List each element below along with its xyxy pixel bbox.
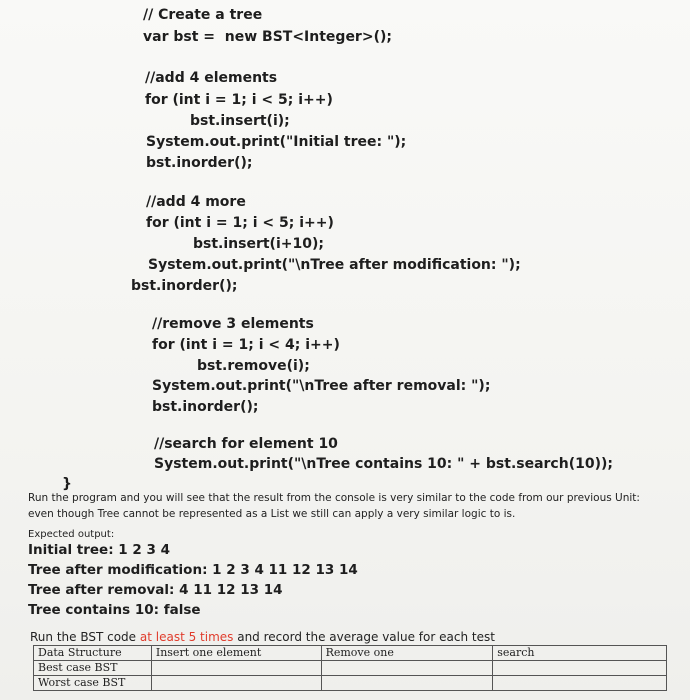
table-row — [34, 661, 667, 676]
code-line: var bst = new BST<Integer>(); — [143, 29, 392, 45]
table-row — [34, 676, 667, 691]
table-cell — [151, 676, 321, 691]
output-line: Tree contains 10: false — [28, 602, 201, 618]
table-header-row — [34, 646, 667, 661]
table-header-cell: Data Structure — [34, 646, 152, 661]
table-cell — [151, 661, 321, 676]
code-line: //add 4 more — [146, 194, 246, 210]
instruction-text: Run the BST code — [30, 630, 140, 644]
table-instruction — [30, 630, 495, 644]
code-line: // Create a tree — [143, 7, 263, 23]
bst-results-table — [33, 645, 667, 691]
code-line: bst.remove(i); — [197, 358, 310, 374]
code-line: bst.insert(i+10); — [193, 236, 324, 252]
output-line: Tree after removal: 4 11 12 13 14 — [28, 582, 283, 598]
code-line: bst.insert(i); — [190, 113, 290, 129]
closing-brace: } — [62, 476, 72, 492]
code-line: bst.inorder(); — [146, 155, 253, 171]
code-line: //add 4 elements — [145, 70, 278, 86]
table-cell — [321, 676, 493, 691]
table-row-label: Best case BST — [34, 661, 152, 676]
table-header-cell: Insert one element — [151, 646, 321, 661]
code-line: //search for element 10 — [154, 436, 338, 452]
code-line: System.out.print("Initial tree: "); — [146, 134, 407, 150]
table-header-cell: Remove one — [321, 646, 493, 661]
code-line: //remove 3 elements — [152, 316, 314, 332]
code-line: bst.inorder(); — [152, 399, 259, 415]
code-line: System.out.print("\nTree contains 10: " + bst.search(10)); — [154, 456, 613, 472]
table-cell — [321, 661, 493, 676]
table-header-cell: search — [493, 646, 667, 661]
output-line: Initial tree: 1 2 3 4 — [28, 542, 170, 558]
table-row-label: Worst case BST — [34, 676, 152, 691]
table-cell — [493, 676, 667, 691]
instruction-highlight: at least 5 times — [139, 630, 234, 644]
code-line: for (int i = 1; i < 5; i++) — [146, 215, 334, 231]
instructions-paragraph: Run the program and you will see that the result from the console is very similar to the code from our previous Unit: even though Tree cannot be represented as a List we still can apply a very similar logic to is. — [28, 492, 640, 520]
output-line: Tree after modification: 1 2 3 4 11 12 13 14 — [28, 562, 358, 578]
code-line: System.out.print("\nTree after removal: "); — [152, 378, 491, 394]
table-cell — [493, 661, 667, 676]
instruction-text: and record the average value for each test — [233, 630, 495, 644]
code-line: for (int i = 1; i < 4; i++) — [152, 337, 340, 353]
code-line: System.out.print("\nTree after modification: "); — [148, 257, 521, 273]
code-line: for (int i = 1; i < 5; i++) — [145, 92, 333, 108]
code-line: bst.inorder(); — [131, 278, 238, 294]
expected-output-label: Expected output: — [28, 529, 115, 540]
